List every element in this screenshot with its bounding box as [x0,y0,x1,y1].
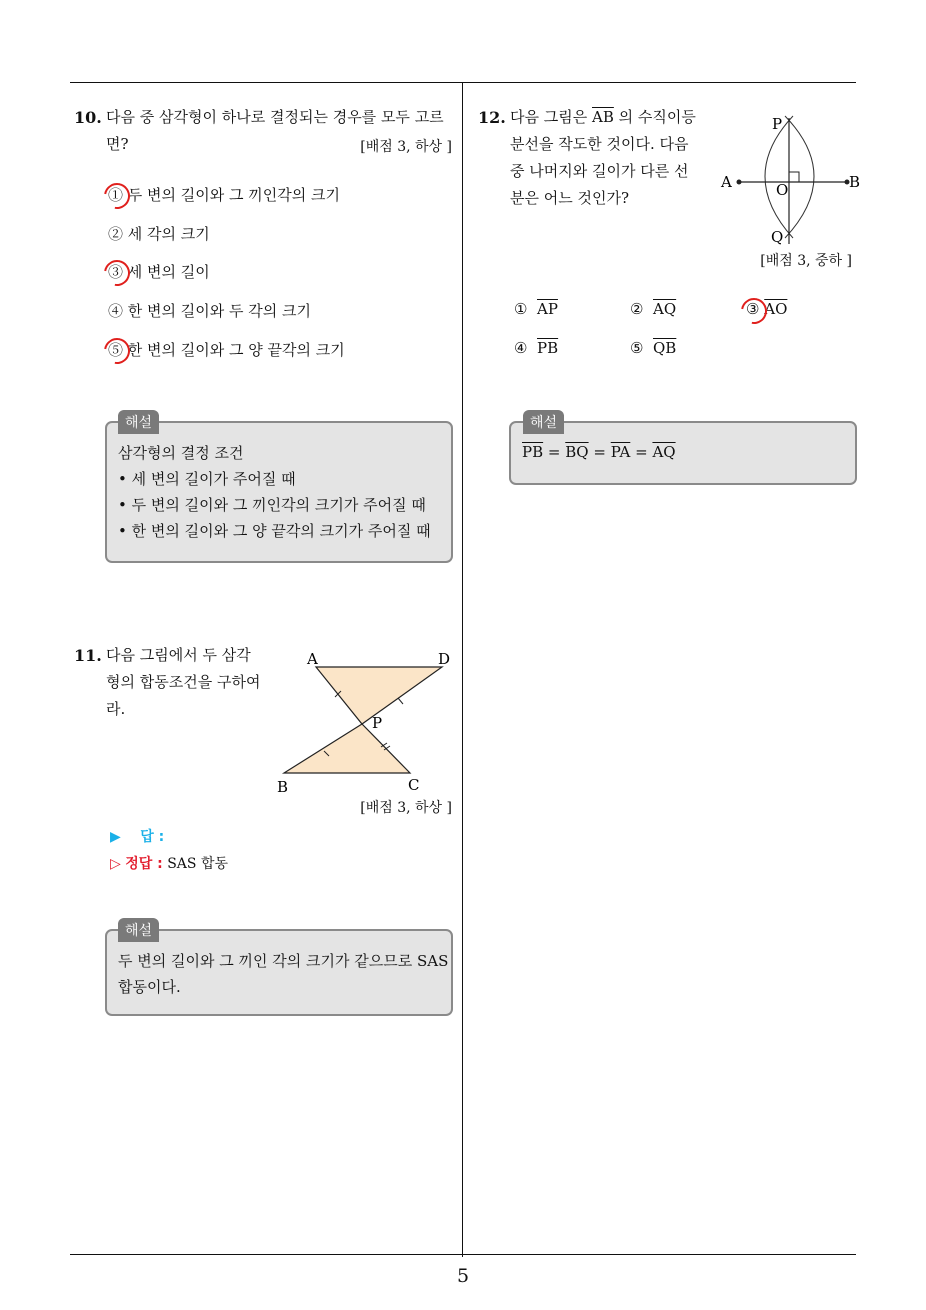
correct-answer-label: 정답 : [125,856,163,872]
question-text-line: 다음 그림은 $\overline{AB}$ 의 수직이등 [510,108,696,126]
choice-2[interactable] [630,300,676,318]
solution-line: • 한 변의 길이와 그 양 끝각의 크기가 주어질 때 [118,522,431,540]
top-rule [70,82,856,83]
right-angle-mark [789,172,799,182]
label-d: D [438,650,451,668]
label-p: P [772,115,783,133]
score-difficulty: [배점 3, 하상 ] [360,139,452,155]
choice-segment: $\overline{PB}$ [537,339,559,357]
label-b: B [277,778,289,796]
question-text-line: 중 나머지와 길이가 다른 선 [510,162,689,180]
choice-text: 두 변의 길이와 그 끼인각의 크기 [127,186,341,204]
question-text [510,104,696,212]
bisector-figure [715,110,860,250]
label-a: A [721,173,732,191]
choice-text: 세 변의 길이 [127,263,210,281]
choice-4[interactable] [108,300,311,321]
solution-tag: 해설 [118,410,159,434]
equals-sign: = [635,443,648,461]
choice-segment: $\overline{AP}$ [537,300,558,318]
choice-segment: $\overline{AQ}$ [653,300,677,318]
label-q: Q [771,228,784,246]
choice-text: 한 변의 길이와 두 각의 크기 [127,302,312,320]
question-number: 12. [478,108,506,127]
question-number: 10. [74,108,102,127]
label-o: O [776,181,789,199]
equals-sign: = [593,443,606,461]
choice-number: ⑤ [108,341,124,359]
choice-5[interactable] [630,339,676,357]
score-difficulty: [배점 3, 하상 ] [360,800,452,816]
solution-line: 삼각형의 결정 조건 [118,444,244,462]
solution-line: • 두 변의 길이와 그 끼인각의 크기가 주어질 때 [118,496,426,514]
answer-label: 답 : [140,829,165,845]
choice-number: ④ [514,339,528,357]
segment-bq: $\overline{BQ}$ [565,443,589,461]
column-divider [462,82,463,1257]
question-text-line: 형의 합동조건을 구하여 [106,673,261,691]
solution-line: 두 변의 길이와 그 끼인 각의 크기가 같으므로 SAS [118,952,449,970]
segment-aq: $\overline{AQ}$ [652,443,676,461]
question-number: 11. [74,646,102,665]
score-difficulty: [배점 3, 중하 ] [760,253,852,269]
choice-5[interactable] [108,339,345,360]
label-p: P [372,714,383,732]
segment-ab: $\overline{AB}$ [592,108,614,126]
equals-sign: = [547,443,561,461]
segment-pb: $\overline{PB}$ [522,443,544,461]
page-number: 5 [456,1265,470,1287]
choice-number: ④ [108,302,124,320]
answer-row [110,826,164,846]
choice-segment: $\overline{QB}$ [653,339,677,357]
solution-tag: 해설 [118,918,159,942]
label-a: A [307,650,318,668]
choice-4[interactable] [514,339,558,357]
choice-number: ② [108,225,124,243]
segment-pa: $\overline{PA}$ [610,443,631,461]
choice-number: ③ [108,263,124,281]
choice-text: 세 각의 크기 [127,225,210,243]
choice-number: ② [630,300,644,318]
question-text-line: 면? [106,135,129,153]
question-text-line: 분은 어느 것인가? [510,189,630,207]
triangle-pbc [284,724,410,773]
label-c: C [408,776,420,794]
solution-box [105,929,453,1016]
question-text-line: 다음 그림에서 두 삼각 [106,646,251,664]
bottom-rule [70,1254,856,1255]
correct-answer-value: SAS 합동 [167,856,229,872]
solution-tag: 해설 [523,410,564,434]
choice-number: ① [108,186,124,204]
correct-answer-row [110,853,228,873]
choice-number: ⑤ [630,339,644,357]
choice-1[interactable] [108,184,340,205]
choice-1[interactable] [514,300,558,318]
correct-arrow-icon: ▷ [110,856,121,872]
solution-equation [522,443,676,461]
question-text-line: 분선을 작도한 것이다. 다음 [510,135,689,153]
solution-line: • 세 변의 길이가 주어질 때 [118,470,296,488]
choice-number: ① [514,300,528,318]
solution-line: 합동이다. [118,978,181,996]
choice-number: ③ [746,300,760,318]
label-b: B [849,173,860,191]
question-text-line: 라. [106,700,126,718]
tick-mark [398,698,403,704]
question-text-line: 다음 중 삼각형이 하나로 결정되는 경우를 모두 고르 [106,108,444,126]
answer-arrow-icon: ▶ [110,829,121,845]
choice-2[interactable] [108,223,210,244]
choice-text: 한 변의 길이와 그 양 끝각의 크기 [127,341,345,359]
choice-segment: $\overline{AO}$ [764,300,788,318]
triangle-figure [270,645,460,800]
question-text [106,642,260,723]
answer-circle-mark [736,293,772,329]
point-a [737,180,742,185]
